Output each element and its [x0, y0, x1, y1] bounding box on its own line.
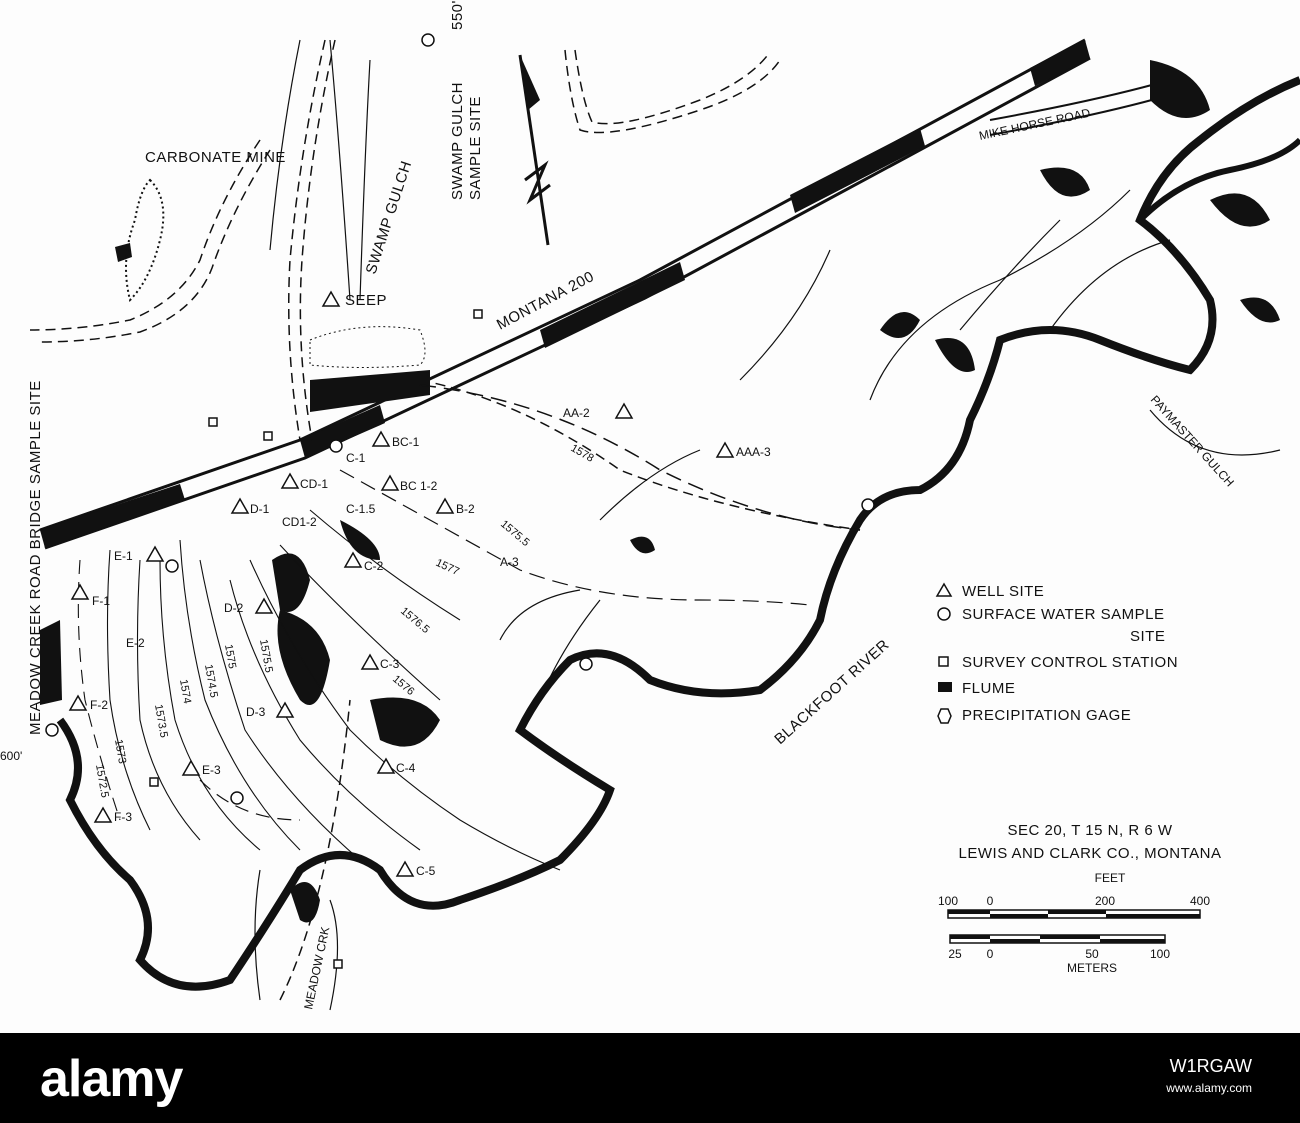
label-meadow-crk: MEADOW CRK	[301, 925, 333, 1011]
well-label: F-3	[114, 810, 132, 824]
scale-meters-tick: 100	[1149, 947, 1171, 961]
legend	[937, 583, 1178, 724]
streams	[255, 40, 1280, 1010]
well-label: C-3	[380, 657, 400, 671]
well-label: AAA-3	[736, 445, 771, 459]
well-label: D-1	[250, 502, 270, 516]
well-label: C-2	[364, 559, 384, 573]
well-label: BC 1-2	[400, 479, 438, 493]
label-meadow-creek-site: MEADOW CREEK ROAD BRIDGE SAMPLE SITE	[27, 380, 44, 735]
scale-feet-tick: 400	[1189, 894, 1211, 908]
well-label: D-3	[246, 705, 266, 719]
label-paymaster-gulch: PAYMASTER GULCH	[1147, 392, 1237, 490]
scale-bar	[938, 871, 1210, 975]
well-label: E-1	[114, 549, 133, 563]
contour-label: 1573.5	[152, 703, 170, 739]
well-label: F-1	[92, 594, 110, 608]
label-swamp-gulch-site-1: SWAMP GULCH	[449, 81, 466, 200]
image-id-block	[1166, 1055, 1252, 1099]
well-label: B-2	[456, 502, 475, 516]
carbonate-mine-outline	[126, 180, 163, 300]
contour-label: 1575.5	[257, 638, 275, 674]
legend-survey-label: SURVEY CONTROL STATION	[962, 654, 1179, 671]
well-label: C-4	[396, 761, 416, 775]
label-swamp-gulch-site-2: SAMPLE SITE	[467, 96, 484, 200]
legend-circle-icon	[938, 608, 950, 620]
well-label: CD-1	[300, 477, 329, 491]
contour-label: 1576.5	[398, 605, 432, 636]
contour-label: 1572.5	[93, 763, 111, 799]
well-label: CD1-2	[282, 515, 317, 529]
flume-areas	[40, 60, 1280, 923]
legend-square-icon	[939, 657, 948, 666]
well-label: A-3	[500, 555, 519, 569]
north-arrow	[520, 55, 550, 245]
alamy-url: www.alamy.com	[1166, 1081, 1252, 1095]
well-label: C-5	[416, 864, 436, 878]
legend-surface-label-2: SITE	[1130, 628, 1166, 645]
location-line-1: SEC 20, T 15 N, R 6 W	[1007, 822, 1173, 839]
scale-feet-unit: FEET	[1094, 871, 1126, 885]
contour-label: 1577	[433, 556, 461, 579]
legend-flume-icon	[938, 682, 952, 692]
legend-triangle-icon	[937, 584, 951, 596]
label-blackfoot-river: BLACKFOOT RIVER	[771, 636, 893, 748]
label-seep: SEEP	[345, 292, 388, 309]
scale-meters-tick: 0	[986, 947, 994, 961]
well-label: F-2	[90, 698, 108, 712]
contour-label: 1574.5	[202, 663, 220, 699]
scale-feet-tick: 0	[986, 894, 994, 908]
contour-label: 1575.5	[498, 518, 532, 549]
label-swamp-gulch: SWAMP GULCH	[362, 158, 416, 277]
well-label: BC-1	[392, 435, 420, 449]
legend-well-label: WELL SITE	[962, 583, 1045, 600]
legend-flume-label: FLUME	[962, 680, 1016, 697]
scale-meters-tick: 25	[948, 947, 962, 961]
legend-hexagon-icon	[938, 709, 951, 723]
scale-meters-unit: METERS	[1066, 961, 1118, 975]
well-label: C-1.5	[346, 502, 376, 516]
contour-label: 1575	[222, 643, 239, 670]
watermark-footer	[0, 1033, 1300, 1123]
scale-feet-tick: 200	[1094, 894, 1116, 908]
alamy-logo: alamy	[40, 1050, 183, 1108]
contour-label: 1578	[568, 442, 596, 465]
well-label: C-1	[346, 451, 366, 465]
contour-label: 1573	[112, 738, 129, 765]
location-line-2: LEWIS AND CLARK CO., MONTANA	[958, 845, 1222, 862]
label-montana-200: MONTANA 200	[493, 267, 598, 334]
seep-wetland	[310, 327, 425, 368]
contour-label: 1574	[177, 678, 194, 705]
well-label: AA-2	[563, 406, 590, 420]
label-mike-horse-road: MIKE HORSE ROAD	[977, 105, 1092, 143]
contour-label: 1576	[390, 673, 417, 699]
label-distance-top: 550'	[449, 0, 466, 30]
label-distance-left: 600'	[0, 749, 23, 763]
well-label: D-2	[224, 601, 244, 615]
legend-precip-label: PRECIPITATION GAGE	[962, 707, 1132, 724]
image-code: W1RGAW	[1169, 1056, 1252, 1076]
scale-feet-tick: 100	[937, 894, 959, 908]
well-label: E-2	[126, 636, 145, 650]
well-label: E-3	[202, 763, 221, 777]
scale-meters-tick: 50	[1085, 947, 1099, 961]
label-carbonate-mine: CARBONATE MINE	[145, 149, 286, 166]
legend-surface-label-1: SURFACE WATER SAMPLE	[962, 606, 1165, 623]
